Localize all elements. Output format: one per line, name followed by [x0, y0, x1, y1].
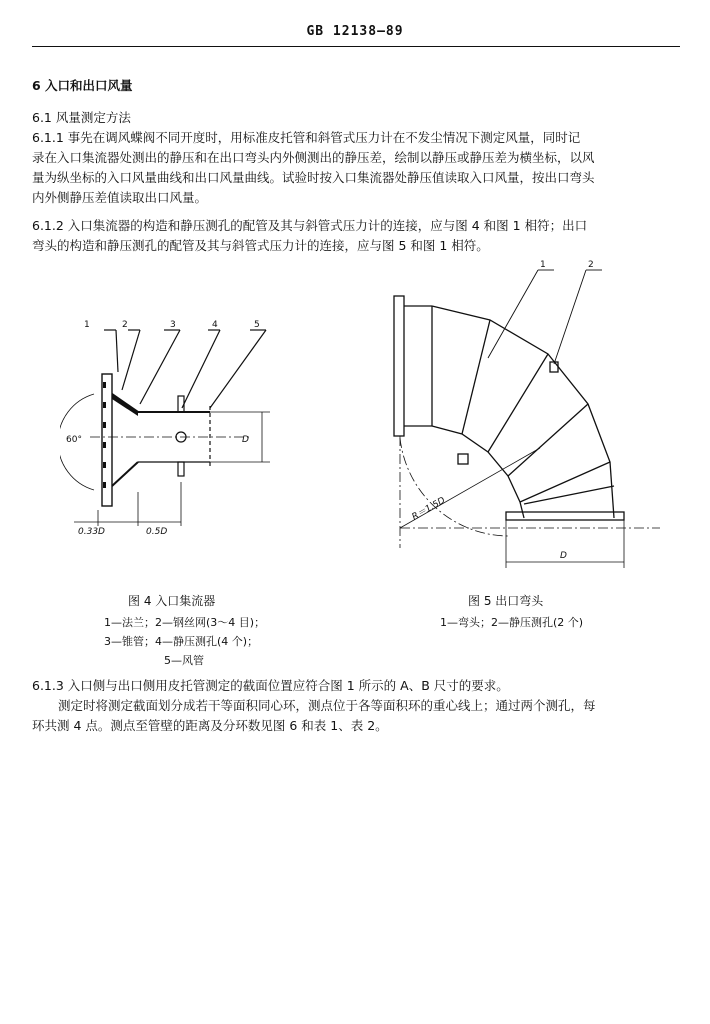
figure-5-outlet-elbow	[370, 258, 670, 578]
fig4-legend-line2: 3—锥管；4—静压测孔(4 个)；	[104, 635, 259, 648]
fig4-label-3: 3	[170, 320, 176, 330]
para-6-1-1-line3: 量为纵坐标的入口风量曲线和出口风量曲线。试验时按入口集流器处静压值读取入口风量，按出口弯头	[32, 170, 595, 185]
para-6-1-3-line1: 6.1.3 入口侧与出口侧用皮托管测定的截面位置应符合图 1 所示的 A、B 尺寸的要求。	[32, 678, 509, 693]
figure-4-inlet-collector	[60, 312, 300, 542]
standard-header: GB 12138—89	[306, 24, 404, 39]
elbow-outer-wall	[432, 306, 614, 518]
fig5-radius-label: R＝1.5D	[410, 495, 448, 523]
para-6-1-2-line2: 弯头的构造和静压测孔的配管及其与斜管式压力计的连接，应与图 5 和图 1 相符。	[32, 238, 489, 253]
para-6-1-1-line4: 内外侧静压差值读取出口风量。	[32, 190, 208, 205]
fig4-legend-line3: 5—风管	[164, 654, 204, 667]
fig4-legend-line1: 1—法兰；2—钢丝网(3～4 目)；	[104, 616, 266, 629]
para-6-1-1-line2: 录在入口集流器处测出的静压和在出口弯头内外侧测出的静压差，绘制以静压或静压差为横坐标，以风	[32, 150, 595, 165]
para-6-1-2-line1: 6.1.2 入口集流器的构造和静压测孔的配管及其与斜管式压力计的连接，应与图 4 和图 1 相符；出口	[32, 218, 588, 233]
fig4-label-1: 1	[84, 320, 90, 330]
header-rule	[32, 46, 680, 47]
fig4-dim-d: D	[242, 435, 249, 445]
para-6-1-1-line1: 6.1.1 事先在调风蝶阀不同开度时，用标准皮托管和斜管式压力计在不发尘情况下测定风量，同时记	[32, 130, 581, 145]
fig5-label-1: 1	[540, 260, 546, 270]
fig4-dim-b: 0.5D	[146, 527, 168, 537]
inlet-flange	[394, 296, 404, 436]
fig5-legend: 1—弯头；2—静压测孔(2 个)	[440, 616, 584, 629]
static-tap-inner	[458, 454, 468, 464]
fig5-caption: 图 5 出口弯头	[468, 594, 544, 608]
para-6-1-3-line2: 测定时将测定截面划分成若干等面积同心环，测点位于各等面积环的重心线上；通过两个测孔，每	[58, 698, 596, 713]
section-6-1-title: 6.1 风量测定方法	[32, 110, 131, 125]
wire-mesh-mark	[103, 382, 106, 388]
fig4-caption: 图 4 入口集流器	[128, 594, 216, 608]
fig4-label-4: 4	[212, 320, 218, 330]
fig5-label-2: 2	[588, 260, 594, 270]
para-6-1-3-line3: 环共测 4 点。测点至管壁的距离及分环数见图 6 和表 1、表 2。	[32, 718, 388, 733]
fig4-label-5: 5	[254, 320, 260, 330]
fig4-angle-label: 60°	[66, 435, 82, 445]
fig5-dim-d: D	[560, 551, 567, 561]
fig4-dim-a: 0.33D	[78, 527, 105, 537]
section-6-title: 6 入口和出口风量	[32, 78, 133, 93]
fig4-label-2: 2	[122, 320, 128, 330]
